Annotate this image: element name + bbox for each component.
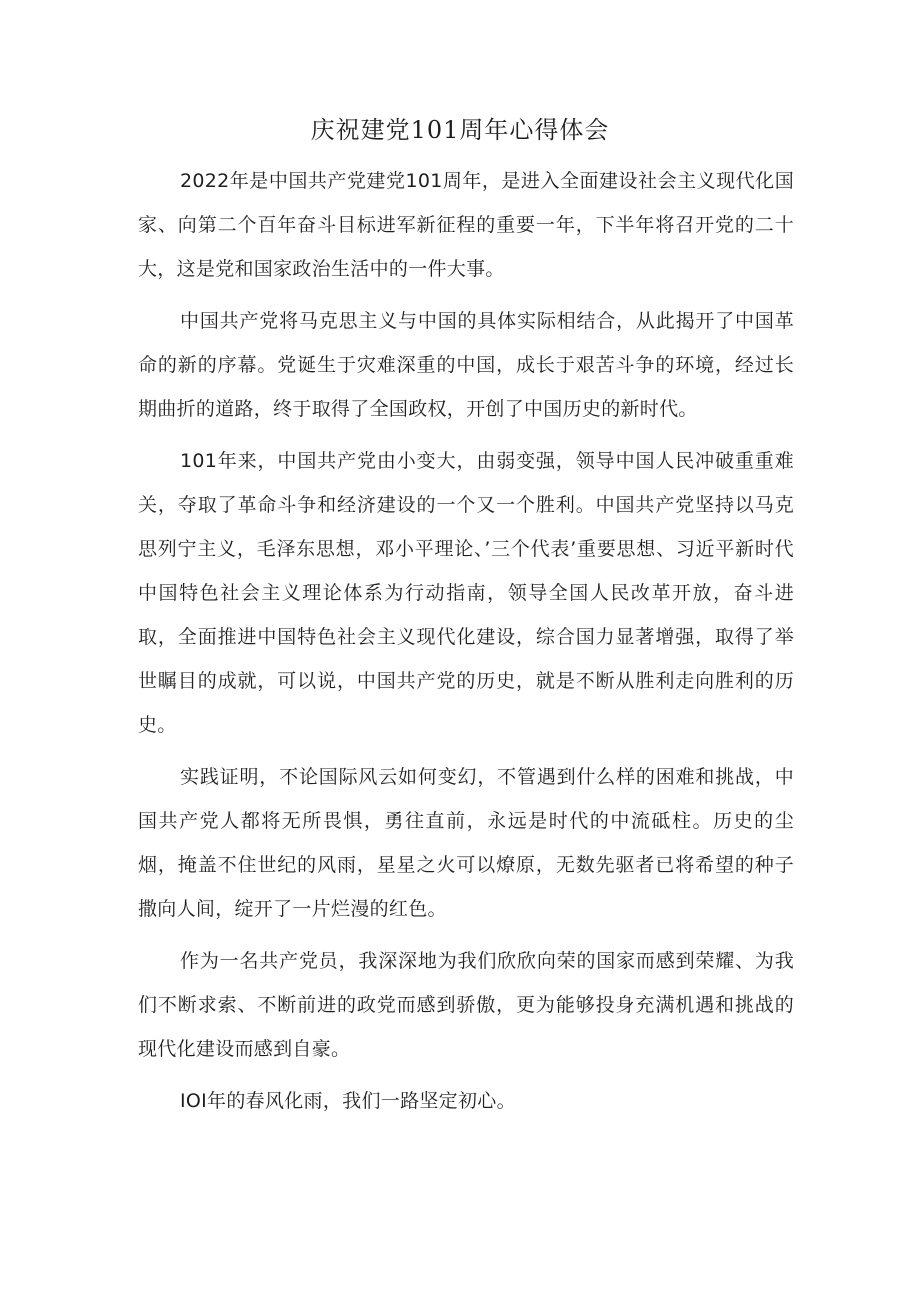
paragraph-6: IOI年的春风化雨，我们一路坚定初心。 (180, 1090, 516, 1112)
paragraph-1: 2022年是中国共产党建党101周年，是进入全面建设社会主义现代化国家、向第二个百年奋斗目标进军新征程的重要一年，下半年将召开党的二十大，这是党和国家政治生活中的一件大事。 (138, 170, 794, 280)
paragraph-2: 中国共产党将马克思主义与中国的具体实际相结合，从此揭开了中国革命的新的序幕。党诞生于灾难深重的中国，成长于艰苦斗争的环境，经过长期曲折的道路，终于取得了全国政权，开创了中国历史的新时代。 (138, 310, 794, 420)
paragraph-5: 作为一名共产党员，我深深地为我们欣欣向荣的国家而感到荣耀、为我们不断求索、不断前进的政党而感到骄傲，更为能够投身充满机遇和挑战的现代化建设而感到自豪。 (138, 950, 794, 1060)
paragraph-4: 实践证明，不论国际风云如何变幻，不管遇到什么样的困难和挑战，中国共产党人都将无所畏惧，勇往直前，永远是时代的中流砥柱。历史的尘烟，掩盖不住世纪的风雨，星星之火可以燎原，无数先驱者已将希望的种子撒向人间，绽开了一片烂漫的红色。 (138, 766, 794, 920)
paragraph-3: 101年来，中国共产党由小变大，由弱变强，领导中国人民冲破重重难关，夺取了革命斗争和经济建设的一个又一个胜利。中国共产党坚持以马克思列宁主义，毛泽东思想，邓小平理论、’三个代表’重要思想、习近平新时代中国特色社会主义理论体系为行动指南，领导全国人民改革开放，奋斗进取，全面推进中国特色社会主义现代化建设，综合国力显著增强，取得了举世瞩目的成就，可以说，中国共产党的历史，就是不断从胜利走向胜利的历史。 (138, 450, 794, 736)
document-body (138, 159, 794, 1123)
document-title: 庆祝建党101周年心得体会 (310, 116, 610, 144)
